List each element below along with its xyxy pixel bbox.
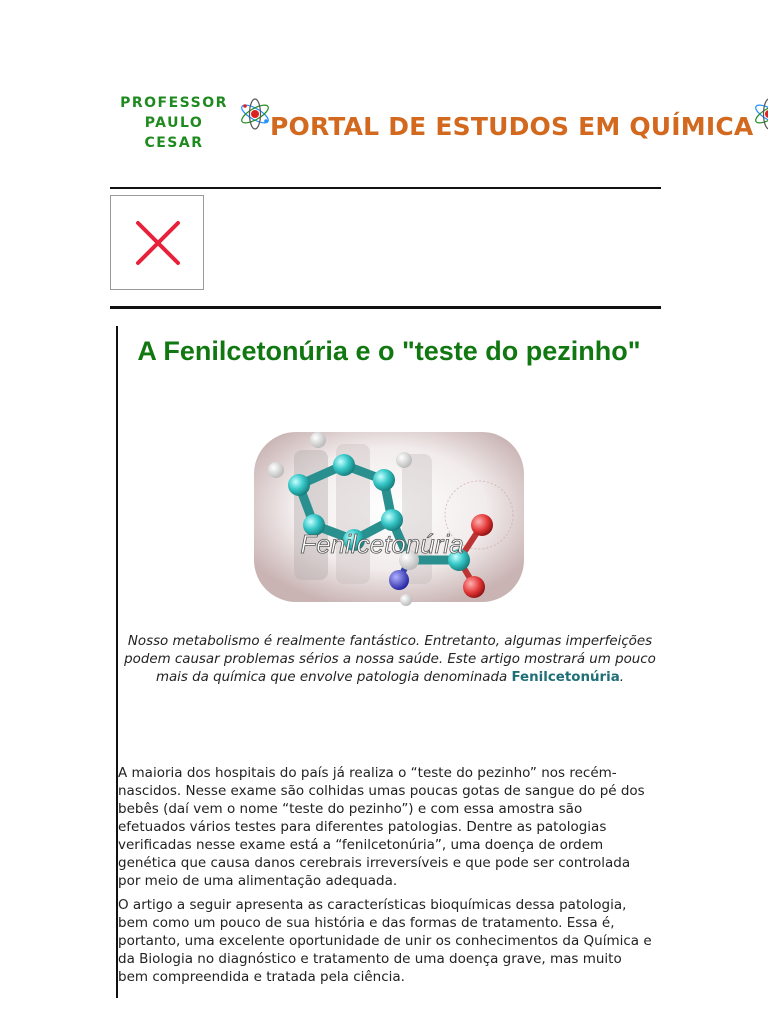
image-caption: Fenilcetonúria <box>300 529 464 559</box>
divider <box>110 306 661 309</box>
professor-line: PAULO <box>144 115 204 131</box>
portal-title: PORTAL DE ESTUDOS EM QUÍMICA <box>270 112 754 141</box>
article-paragraph: O artigo a seguir apresenta as características bioquímicas dessa patologia, bem como um pouco de sua história e das formas de tratamento. Essa é, portanto, uma excelente oportunidade de unir os conhecimentos da Química e da Biologia no diagnóstico e tratamento de uma doença grave, mas muito bem compreendida e tratada pela ciência. <box>118 897 652 985</box>
professor-name <box>112 93 236 153</box>
divider <box>110 187 661 189</box>
intro-end: . <box>619 670 625 685</box>
broken-image <box>110 195 204 290</box>
atom-icon <box>752 97 768 131</box>
intro-text <box>123 633 657 687</box>
professor-line: CESAR <box>144 135 204 151</box>
intro-body: Nosso metabolismo é realmente fantástico. Entretanto, algumas imperfeições podem causar problemas sérios a nossa saúde. Este artigo mostrará um pouco mais da química que envolve patologia denominada <box>124 634 656 685</box>
broken-image-icon <box>111 196 203 289</box>
atom-icon <box>238 97 272 131</box>
article-body <box>118 764 652 992</box>
intro-highlight: Fenilcetonúria <box>511 670 620 685</box>
article-title: A Fenilcetonúria e o "teste do pezinho" <box>137 336 641 366</box>
fenilcetonuria-illustration <box>254 420 524 610</box>
article-paragraph: A maioria dos hospitais do país já realiza o “teste do pezinho” nos recém-nascidos. Nesse exame são colhidas umas poucas gotas de sangue do pé dos bebês (daí vem o nome “teste do pezinho”) e com essa amostra são efetuados vários testes para diferentes patologias. Dentre as patologias verificadas nesse exame está a “fenilcetonúria”, uma doença de ordem genética que causa danos cerebrais irreversíveis e que pode ser controlada por meio de uma alimentação adequada. <box>118 765 645 889</box>
professor-line: PROFESSOR <box>120 95 228 111</box>
